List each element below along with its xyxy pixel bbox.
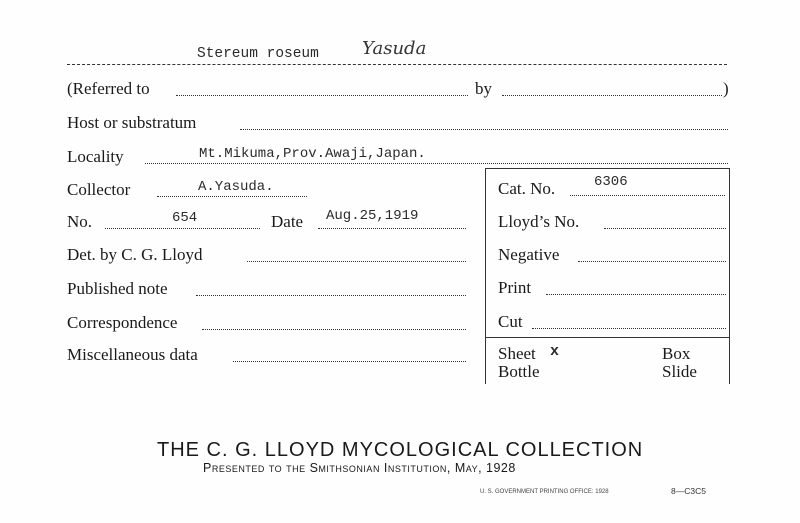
cut-label: Cut bbox=[498, 312, 523, 331]
collector-line bbox=[157, 196, 307, 197]
locality-label: Locality bbox=[67, 147, 124, 166]
cut-line bbox=[532, 328, 726, 329]
slide-label: Slide bbox=[662, 362, 697, 381]
bottle-label: Bottle bbox=[498, 362, 540, 381]
det-by-line bbox=[247, 261, 466, 262]
box-top-border bbox=[485, 168, 730, 169]
species-name: Stereum roseum bbox=[197, 46, 319, 62]
correspondence-label: Correspondence bbox=[67, 313, 178, 332]
form-number: 8—C3C5 bbox=[671, 486, 706, 496]
lloyds-no-line bbox=[604, 228, 726, 229]
host-label: Host or substratum bbox=[67, 113, 197, 132]
negative-label: Negative bbox=[498, 245, 560, 264]
collector-value: A.Yasuda. bbox=[198, 179, 274, 195]
det-by-label: Det. by C. G. Lloyd bbox=[67, 245, 203, 264]
negative-line bbox=[578, 261, 726, 262]
by-line bbox=[502, 95, 722, 96]
by-label: by bbox=[475, 79, 492, 98]
host-line bbox=[240, 129, 728, 130]
date-line bbox=[318, 228, 466, 229]
box-divider bbox=[485, 337, 730, 338]
collector-label: Collector bbox=[67, 180, 131, 199]
published-note-label: Published note bbox=[67, 279, 168, 298]
box-left-border bbox=[485, 168, 486, 384]
referred-to-line bbox=[176, 95, 468, 96]
misc-line bbox=[233, 361, 466, 362]
sheet-label: Sheet bbox=[498, 344, 536, 363]
print-line bbox=[546, 294, 726, 295]
no-label: No. bbox=[67, 212, 93, 231]
cat-no-line bbox=[570, 195, 725, 196]
print-label: Print bbox=[498, 278, 532, 297]
no-line bbox=[105, 228, 260, 229]
locality-value: Mt.Mikuma,Prov.Awaji,Japan. bbox=[199, 146, 426, 162]
author-handwritten: Yasuda bbox=[362, 38, 427, 59]
title-line bbox=[67, 64, 727, 65]
cat-no-value: 6306 bbox=[594, 174, 628, 190]
referred-to-label: (Referred to bbox=[67, 79, 150, 98]
box-right-border bbox=[729, 168, 730, 384]
no-value: 654 bbox=[172, 210, 198, 226]
close-paren: ) bbox=[723, 79, 729, 98]
box-label: Box bbox=[662, 344, 691, 363]
printing-office: U. S. GOVERNMENT PRINTING OFFICE: 1928 bbox=[480, 489, 609, 495]
published-note-line bbox=[196, 295, 466, 296]
collection-title: THE C. G. LLOYD MYCOLOGICAL COLLECTION bbox=[157, 439, 644, 461]
sheet-mark: x bbox=[550, 343, 560, 360]
date-value: Aug.25,1919 bbox=[326, 208, 419, 224]
date-label: Date bbox=[271, 212, 304, 231]
misc-label: Miscellaneous data bbox=[67, 345, 198, 364]
correspondence-line bbox=[202, 329, 466, 330]
cat-no-label: Cat. No. bbox=[498, 179, 556, 198]
collection-subtitle: Presented to the Smithsonian Institution, May, 1928 bbox=[203, 461, 516, 475]
lloyds-no-label: Lloyd’s No. bbox=[498, 212, 580, 231]
locality-line bbox=[145, 163, 728, 164]
